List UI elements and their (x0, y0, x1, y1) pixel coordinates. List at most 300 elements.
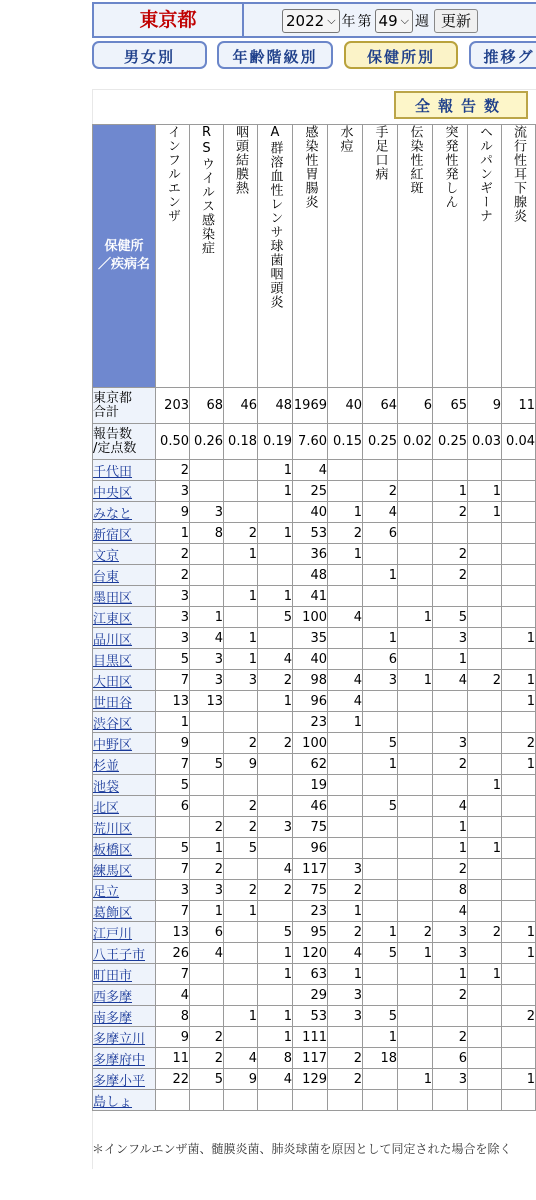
table-cell: 5 (433, 607, 468, 628)
table-cell: 5 (363, 733, 398, 754)
table-cell: 2 (328, 1048, 363, 1069)
table-cell (398, 544, 433, 565)
table-cell: 1 (190, 607, 224, 628)
table-cell: 2 (468, 922, 502, 943)
table-cell: 2 (258, 733, 293, 754)
table-row-label[interactable]: 渋谷区 (93, 712, 156, 733)
table-cell: 4 (363, 502, 398, 523)
table-cell (398, 691, 433, 712)
table-cell (363, 964, 398, 985)
table-cell: 26 (156, 943, 190, 964)
table-cell (258, 985, 293, 1006)
table-cell: 5 (156, 838, 190, 859)
table-cell: 1 (502, 1069, 536, 1090)
table-cell: 13 (156, 922, 190, 943)
table-cell (468, 1069, 502, 1090)
table-row-label[interactable]: 荒川区 (93, 817, 156, 838)
tab-2[interactable]: 年齢階級別 (217, 41, 333, 69)
disease-name: 流行性耳下腺炎 (511, 125, 526, 223)
table-cell (398, 1090, 433, 1111)
table-cell: 29 (293, 985, 328, 1006)
table-cell (468, 712, 502, 733)
table-row-label[interactable]: 八王子市 (93, 943, 156, 964)
table-cell: 1 (363, 1027, 398, 1048)
table-cell: 36 (293, 544, 328, 565)
table-row (93, 1006, 536, 1027)
disease-name: 感染性胃腸炎 (302, 125, 318, 209)
table-cell: 46 (293, 796, 328, 817)
table-cell (398, 481, 433, 502)
table-cell (468, 733, 502, 754)
table-cell: 3 (190, 670, 224, 691)
table-cell (363, 544, 398, 565)
table-row-label[interactable]: 目黒区 (93, 649, 156, 670)
week-unit: 週 (414, 14, 429, 30)
disease-name: 咽頭結膜熱 (233, 125, 248, 195)
table-cell (398, 859, 433, 880)
table-cell (328, 628, 363, 649)
table-cell (328, 586, 363, 607)
table-cell (258, 775, 293, 796)
table-row (93, 817, 536, 838)
table-cell: 1 (328, 712, 363, 733)
disease-header (224, 125, 258, 388)
table-cell: 7 (156, 964, 190, 985)
table-cell: 3 (363, 670, 398, 691)
table-cell: 2 (328, 1069, 363, 1090)
table-cell (328, 460, 363, 481)
table-cell (502, 985, 536, 1006)
table-row-label[interactable]: 中央区 (93, 481, 156, 502)
table-cell: 7 (156, 754, 190, 775)
table-cell (468, 523, 502, 544)
table-cell: 3 (433, 1069, 468, 1090)
table-cell: 4 (224, 1048, 258, 1069)
table-cell: 5 (156, 775, 190, 796)
table-row-label[interactable]: 杉並 (93, 754, 156, 775)
table-cell: 1 (258, 481, 293, 502)
disease-header (156, 125, 190, 388)
table-row (93, 1027, 536, 1048)
disease-name: 水痘 (337, 125, 353, 153)
table-cell: 6 (433, 1048, 468, 1069)
table-cell: 4 (328, 943, 363, 964)
table-row-label[interactable]: 北区 (93, 796, 156, 817)
table-cell (502, 523, 536, 544)
table-cell: 1 (433, 838, 468, 859)
table-cell (468, 460, 502, 481)
table-cell (398, 796, 433, 817)
table-row-label[interactable]: 新宿区 (93, 523, 156, 544)
table-cell: 3 (156, 880, 190, 901)
table-cell: 0.02 (398, 424, 433, 460)
table-row (93, 544, 536, 565)
table-cell: 2 (433, 985, 468, 1006)
table-cell (398, 502, 433, 523)
table-cell: 1 (258, 523, 293, 544)
report-table (92, 124, 536, 1111)
table-cell (468, 607, 502, 628)
corner-line-1: 保健所 (104, 239, 144, 254)
table-cell: 1 (190, 901, 224, 922)
table-row (93, 922, 536, 943)
table-cell: 1 (156, 712, 190, 733)
table-row (93, 460, 536, 481)
table-cell: 1 (224, 1006, 258, 1027)
table-cell (190, 481, 224, 502)
table-cell (468, 796, 502, 817)
table-row (93, 586, 536, 607)
table-cell (328, 817, 363, 838)
table-cell: 1 (398, 607, 433, 628)
table-cell (468, 754, 502, 775)
table-cell (258, 712, 293, 733)
table-cell: 53 (293, 1006, 328, 1027)
table-cell: 1 (328, 964, 363, 985)
table-row-label[interactable]: 池袋 (93, 775, 156, 796)
table-cell: 1 (433, 817, 468, 838)
table-row (93, 565, 536, 586)
disease-name: 突発性発しん (442, 125, 458, 209)
table-cell: 1 (224, 586, 258, 607)
table-cell (468, 586, 502, 607)
table-cell: 13 (190, 691, 224, 712)
table-cell (156, 817, 190, 838)
table-cell: 7 (156, 670, 190, 691)
disease-header (502, 125, 536, 388)
table-cell: 2 (224, 523, 258, 544)
table-cell: 1 (328, 502, 363, 523)
table-row (93, 985, 536, 1006)
disease-header (328, 125, 363, 388)
table-cell: 5 (258, 922, 293, 943)
table-row-label[interactable]: 墨田区 (93, 586, 156, 607)
table-cell: 5 (258, 607, 293, 628)
table-cell: 18 (363, 1048, 398, 1069)
table-cell (468, 1027, 502, 1048)
update-button[interactable]: 更新 (434, 9, 478, 33)
table-cell (502, 880, 536, 901)
table-cell: 2 (224, 880, 258, 901)
table-cell (398, 775, 433, 796)
table-row-label[interactable]: 練馬区 (93, 859, 156, 880)
tab-4[interactable]: 推移グ (469, 41, 536, 69)
table-cell: 3 (433, 943, 468, 964)
table-cell: 2 (328, 880, 363, 901)
disease-name: 手足口病 (372, 125, 388, 181)
table-cell (468, 1090, 502, 1111)
table-cell (224, 1090, 258, 1111)
table-cell: 2 (258, 670, 293, 691)
table-cell (468, 880, 502, 901)
table-cell (328, 481, 363, 502)
table-cell (502, 1090, 536, 1111)
year-select[interactable] (282, 9, 340, 33)
table-cell: 8 (190, 523, 224, 544)
table-row-label[interactable]: 大田区 (93, 670, 156, 691)
table-cell: 65 (433, 388, 468, 424)
table-cell (398, 1006, 433, 1027)
table-cell (190, 733, 224, 754)
disease-header (398, 125, 433, 388)
table-cell (502, 1048, 536, 1069)
table-cell: 1 (363, 754, 398, 775)
table-cell (224, 565, 258, 586)
table-cell: 2 (190, 859, 224, 880)
table-cell (363, 775, 398, 796)
table-cell: 2 (433, 1027, 468, 1048)
table-row-label[interactable]: 多摩小平 (93, 1069, 156, 1090)
table-cell (224, 775, 258, 796)
table-cell: 1 (468, 502, 502, 523)
ratio-row (93, 424, 536, 460)
table-row (93, 880, 536, 901)
table-cell: 1 (224, 628, 258, 649)
table-row-label[interactable]: 足立 (93, 880, 156, 901)
table-cell: 3 (190, 649, 224, 670)
table-cell (398, 1027, 433, 1048)
table-cell: 40 (293, 502, 328, 523)
table-cell: 2 (190, 817, 224, 838)
table-cell: 1 (468, 481, 502, 502)
table-cell (363, 901, 398, 922)
table-cell: 2 (224, 796, 258, 817)
table-cell: 1 (502, 922, 536, 943)
table-cell (398, 586, 433, 607)
table-row-label[interactable]: 品川区 (93, 628, 156, 649)
table-cell: 1 (468, 964, 502, 985)
table-cell: 2 (156, 544, 190, 565)
table-cell: 1 (258, 1027, 293, 1048)
table-cell (363, 460, 398, 481)
table-cell (433, 712, 468, 733)
table-row-label[interactable]: 中野区 (93, 733, 156, 754)
table-cell (398, 880, 433, 901)
table-cell (258, 796, 293, 817)
table-cell (502, 502, 536, 523)
table-cell (224, 502, 258, 523)
table-row (93, 649, 536, 670)
table-cell (398, 901, 433, 922)
table-cell: 1 (468, 838, 502, 859)
table-row-label[interactable]: みなと (93, 502, 156, 523)
table-cell: 6 (190, 922, 224, 943)
table-cell: 1 (328, 901, 363, 922)
table-cell: 4 (433, 901, 468, 922)
table-cell: 2 (468, 670, 502, 691)
table-cell (502, 1027, 536, 1048)
table-cell: 1 (258, 964, 293, 985)
tab-1[interactable]: 男女別 (92, 41, 207, 69)
table-cell: 96 (293, 838, 328, 859)
table-row-label[interactable]: 文京 (93, 544, 156, 565)
table-cell: 5 (363, 1006, 398, 1027)
table-cell: 75 (293, 880, 328, 901)
table-cell: 4 (328, 670, 363, 691)
table-cell (328, 649, 363, 670)
table-cell: 2 (328, 922, 363, 943)
table-cell (502, 565, 536, 586)
table-cell: 2 (224, 817, 258, 838)
disease-header (293, 125, 328, 388)
table-row-label[interactable]: 葛飾区 (93, 901, 156, 922)
table-cell: 2 (433, 544, 468, 565)
table-row-label[interactable]: 板橋区 (93, 838, 156, 859)
table-row-label[interactable]: 島しょ (93, 1090, 156, 1111)
table-cell: 63 (293, 964, 328, 985)
chevron-down-icon: ⌵ (327, 14, 336, 27)
table-cell (363, 691, 398, 712)
table-row-label[interactable]: 千代田 (93, 460, 156, 481)
table-row-label[interactable]: 西多摩 (93, 985, 156, 1006)
table-cell (224, 1027, 258, 1048)
table-cell (258, 1090, 293, 1111)
table-cell: 41 (293, 586, 328, 607)
table-cell: 8 (433, 880, 468, 901)
table-cell (328, 754, 363, 775)
table-cell (190, 586, 224, 607)
table-cell: 1 (433, 649, 468, 670)
table-row (93, 502, 536, 523)
table-cell: 1 (258, 460, 293, 481)
table-cell: 19 (293, 775, 328, 796)
table-cell (258, 838, 293, 859)
table-row (93, 523, 536, 544)
table-cell: 2 (433, 859, 468, 880)
table-row-label[interactable]: 江東区 (93, 607, 156, 628)
table-cell: 5 (363, 943, 398, 964)
table-cell: 0.04 (502, 424, 536, 460)
table-cell: 8 (156, 1006, 190, 1027)
week-select[interactable] (375, 9, 413, 33)
table-cell (328, 838, 363, 859)
table-cell: 1 (363, 628, 398, 649)
table-cell: 6 (363, 523, 398, 544)
total-row-label: 東京都 合計 (93, 388, 156, 424)
table-row (93, 754, 536, 775)
table-cell (258, 628, 293, 649)
table-cell (224, 712, 258, 733)
table-cell: 35 (293, 628, 328, 649)
table-cell: 1 (502, 754, 536, 775)
table-row-label[interactable]: 南多摩 (93, 1006, 156, 1027)
table-cell (190, 775, 224, 796)
ratio-row-label: 報告数 /定点数 (93, 424, 156, 460)
table-cell: 1 (398, 943, 433, 964)
table-cell: 1 (156, 523, 190, 544)
table-cell (468, 943, 502, 964)
table-cell: 48 (293, 565, 328, 586)
table-row-label[interactable]: 町田市 (93, 964, 156, 985)
table-row-label[interactable]: 江戸川 (93, 922, 156, 943)
table-cell (502, 838, 536, 859)
table-row (93, 796, 536, 817)
table-cell (258, 901, 293, 922)
table-cell (502, 586, 536, 607)
table-cell: 2 (398, 922, 433, 943)
table-cell (502, 775, 536, 796)
footnote: ＊インフルエンザ菌、髄膜炎菌、肺炎球菌を原因として同定された場合を除く (92, 1142, 512, 1156)
table-cell: 3 (433, 733, 468, 754)
table-cell: 1 (502, 691, 536, 712)
table-cell: 1 (258, 943, 293, 964)
all-reports-label: 全報告数 (394, 91, 528, 119)
content-frame-top (92, 89, 536, 90)
table-cell: 46 (224, 388, 258, 424)
table-cell (258, 565, 293, 586)
table-cell (398, 754, 433, 775)
table-cell: 40 (328, 388, 363, 424)
table-cell: 4 (156, 985, 190, 1006)
table-cell (502, 859, 536, 880)
table-row (93, 943, 536, 964)
table-cell (468, 859, 502, 880)
table-cell (328, 733, 363, 754)
table-cell (502, 712, 536, 733)
table-cell: 22 (156, 1069, 190, 1090)
table-cell: 4 (293, 460, 328, 481)
table-cell: 0.03 (468, 424, 502, 460)
table-cell (468, 817, 502, 838)
table-cell: 2 (502, 733, 536, 754)
table-cell (363, 1069, 398, 1090)
table-cell (328, 565, 363, 586)
table-cell: 4 (258, 859, 293, 880)
table-cell (224, 460, 258, 481)
table-cell (190, 985, 224, 1006)
table-cell: 0.25 (363, 424, 398, 460)
table-cell: 5 (190, 1069, 224, 1090)
table-cell: 0.19 (258, 424, 293, 460)
table-cell: 9 (224, 754, 258, 775)
table-cell: 4 (190, 628, 224, 649)
table-cell: 2 (328, 523, 363, 544)
table-cell: 3 (190, 502, 224, 523)
table-row-label[interactable]: 台東 (93, 565, 156, 586)
table-cell (433, 1090, 468, 1111)
table-cell: 64 (363, 388, 398, 424)
table-cell (224, 607, 258, 628)
table-row (93, 607, 536, 628)
table-cell: 0.15 (328, 424, 363, 460)
tab-3[interactable]: 保健所別 (344, 41, 458, 69)
table-cell (502, 796, 536, 817)
table-row-label[interactable]: 多摩府中 (93, 1048, 156, 1069)
table-cell (224, 964, 258, 985)
table-corner-header (93, 125, 156, 388)
table-row (93, 628, 536, 649)
table-cell (190, 1006, 224, 1027)
table-cell (502, 607, 536, 628)
table-cell (468, 565, 502, 586)
table-row-label[interactable]: 世田谷 (93, 691, 156, 712)
table-cell (398, 838, 433, 859)
table-cell (398, 964, 433, 985)
table-cell (328, 1027, 363, 1048)
table-cell: 1 (398, 1069, 433, 1090)
table-cell: 3 (156, 481, 190, 502)
top-bar (92, 2, 536, 38)
table-row-label[interactable]: 多摩立川 (93, 1027, 156, 1048)
table-cell (398, 628, 433, 649)
table-row (93, 859, 536, 880)
table-cell: 1 (328, 544, 363, 565)
table-cell: 5 (190, 754, 224, 775)
disease-header (258, 125, 293, 388)
table-cell (224, 922, 258, 943)
table-cell (433, 586, 468, 607)
table-cell (363, 859, 398, 880)
